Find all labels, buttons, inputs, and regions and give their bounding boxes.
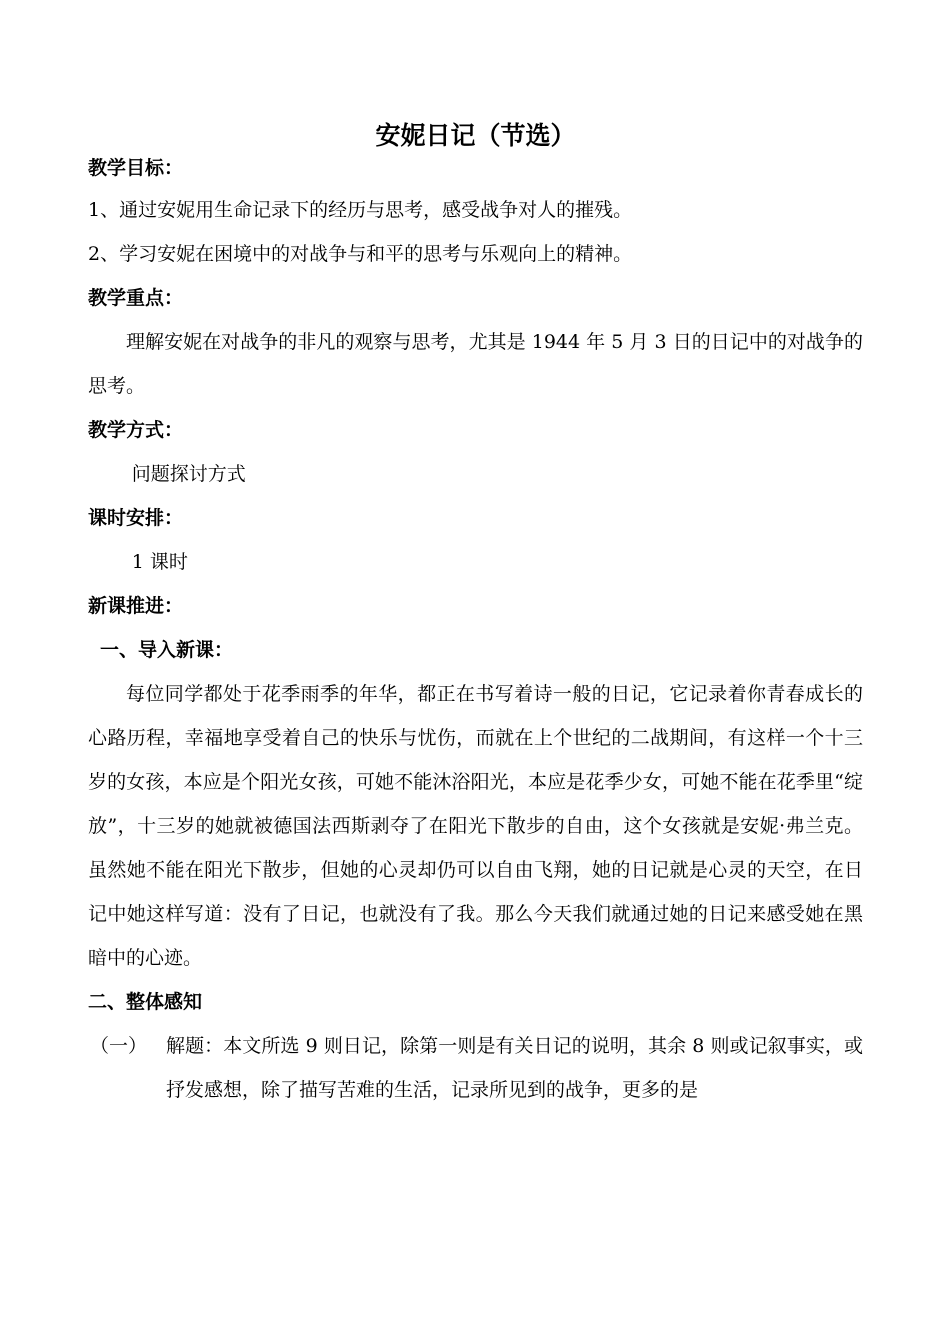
intro-heading: 一、导入新课： (100, 639, 234, 661)
document-page (88, 118, 863, 1112)
overview-heading: 二、整体感知 (88, 991, 203, 1013)
focus-heading: 教学重点： (88, 287, 184, 309)
document-title: 安妮日记（节选） (375, 121, 576, 150)
focus-text: 理解安妮在对战争的非凡的观察与思考，尤其是 1944 年 5 月 3 日的日记中的对战争的思考。 (88, 331, 863, 397)
goals-heading: 教学目标： (88, 157, 184, 179)
method-heading: 教学方式： (88, 419, 184, 441)
schedule-heading: 课时安排： (88, 507, 184, 529)
goal-item-1: 1、通过安妮用生命记录下的经历与思考，感受战争对人的摧残。 (88, 199, 633, 221)
overview-item-1 (88, 1024, 863, 1112)
overview-item-marker: （一） (90, 1035, 148, 1057)
goal-item-2: 2、学习安妮在困境中的对战争与和平的思考与乐观向上的精神。 (88, 243, 633, 265)
lesson-heading: 新课推进： (88, 595, 184, 617)
overview-item-text: 解题：本文所选 9 则日记，除第一则是有关日记的说明，其余 8 则或记叙事实，或抒发感想，除了描写苦难的生活，记录所见到的战争，更多的是 (166, 1035, 863, 1101)
schedule-text: 1 课时 (131, 551, 188, 573)
intro-text: 每位同学都处于花季雨季的年华，都正在书写着诗一般的日记，它记录着你青春成长的心路历程，幸福地享受着自己的快乐与忧伤，而就在上个世纪的二战期间，有这样一个十三岁的女孩，本应是个阳光女孩，可她不能沐浴阳光，本应是花季少女，可她不能在花季里“绽放”，十三岁的她就被德国法西斯剥夺了在阳光下散步的自由，这个女孩就是安妮·弗兰克。虽然她不能在阳光下散步，但她的心灵却仍可以自由飞翔，她的日记就是心灵的天空，在日记中她这样写道：没有了日记，也就没有了我。那么今天我们就通过她的日记来感受她在黑暗中的心迹。 (88, 683, 863, 969)
method-text: 问题探讨方式 (131, 463, 246, 485)
